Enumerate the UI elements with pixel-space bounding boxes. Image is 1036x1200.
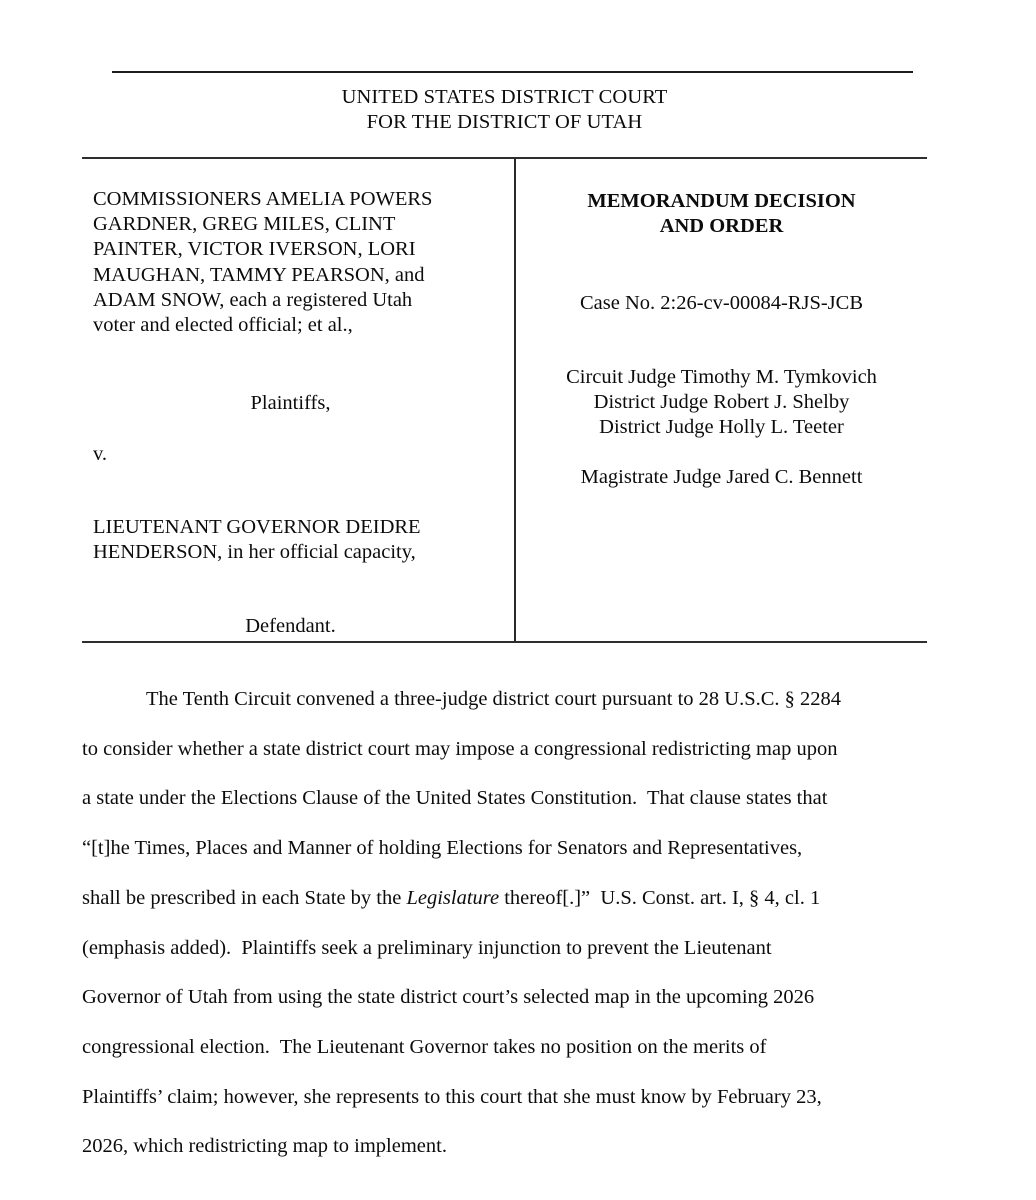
plaintiff-name-line: PAINTER, VICTOR IVERSON, LORI xyxy=(93,238,416,261)
court-name-line1: UNITED STATES DISTRICT COURT xyxy=(341,86,668,108)
italic-text-segment: Legislature xyxy=(406,886,500,909)
judge-name: District Judge Robert J. Shelby xyxy=(593,390,850,413)
judge-name: District Judge Holly L. Teeter xyxy=(599,416,844,439)
body-line xyxy=(82,1122,982,1172)
defendant-name-line: HENDERSON, in her official capacity, xyxy=(93,540,416,563)
body-line xyxy=(82,1073,982,1123)
document-title xyxy=(516,189,927,239)
body-line xyxy=(82,874,982,924)
plaintiff-name-line: voter and elected official; et al., xyxy=(93,314,353,337)
versus-label: v. xyxy=(93,443,108,466)
body-line xyxy=(82,1023,982,1073)
text-segment: a state under the Elections Clause of the United States Constitution. That clause states that xyxy=(82,787,828,810)
text-segment: Plaintiffs’ claim; however, she represents to this court that she must know by February 23, xyxy=(82,1085,822,1108)
defendant-names xyxy=(93,515,488,565)
case-number: Case No. 2:26-cv-00084-RJS-JCB xyxy=(579,292,863,315)
plaintiff-name-line: COMMISSIONERS AMELIA POWERS xyxy=(93,188,433,210)
body-line xyxy=(82,725,982,775)
text-segment: Governor of Utah from using the state district court’s selected map in the upcoming 2026 xyxy=(82,986,815,1009)
judge-name: Circuit Judge Timothy M. Tymkovich xyxy=(566,365,877,388)
body-text xyxy=(82,675,982,1172)
body-line xyxy=(82,774,982,824)
caption-info-cell xyxy=(516,159,927,641)
caption-parties-cell xyxy=(82,159,516,641)
text-segment: “[t]he Times, Places and Manner of holding Elections for Senators and Representatives, xyxy=(82,837,803,860)
case-caption xyxy=(82,157,927,643)
body-line xyxy=(82,973,982,1023)
document-title-line1: MEMORANDUM DECISION xyxy=(587,190,856,212)
defendant-name-line: LIEUTENANT GOVERNOR DEIDRE xyxy=(93,515,421,538)
text-segment: The Tenth Circuit convened a three-judge district court pursuant to 28 U.S.C. § 2284 xyxy=(146,688,842,710)
plaintiff-name-line: ADAM SNOW, each a registered Utah xyxy=(93,288,413,311)
plaintiff-names xyxy=(93,187,488,338)
judge-panel xyxy=(516,365,927,441)
caption-top-rule xyxy=(112,56,913,73)
body-line xyxy=(82,675,982,725)
body-line xyxy=(82,924,982,974)
text-segment: thereof[.]” U.S. Const. art. I, § 4, cl. 1 xyxy=(499,886,821,909)
text-segment: 2026, which redistricting map to implement. xyxy=(82,1135,447,1158)
plaintiff-name-line: GARDNER, GREG MILES, CLINT xyxy=(93,213,396,236)
text-segment: congressional election. The Lieutenant Governor takes no position on the merits of xyxy=(82,1035,767,1058)
body-line xyxy=(82,824,982,874)
defendant-label: Defendant. xyxy=(245,615,336,638)
document-title-line2: AND ORDER xyxy=(659,215,784,238)
court-header xyxy=(82,85,927,134)
text-segment: to consider whether a state district court may impose a congressional redistricting map upon xyxy=(82,737,838,760)
plaintiff-name-line: MAUGHAN, TAMMY PEARSON, and xyxy=(93,263,425,286)
plaintiffs-label: Plaintiffs, xyxy=(250,392,331,415)
court-name-line2: FOR THE DISTRICT OF UTAH xyxy=(366,110,643,133)
magistrate-judge: Magistrate Judge Jared C. Bennett xyxy=(580,466,863,489)
text-segment: shall be prescribed in each State by the xyxy=(82,886,407,909)
text-segment: (emphasis added). Plaintiffs seek a preliminary injunction to prevent the Lieutenant xyxy=(82,936,772,959)
